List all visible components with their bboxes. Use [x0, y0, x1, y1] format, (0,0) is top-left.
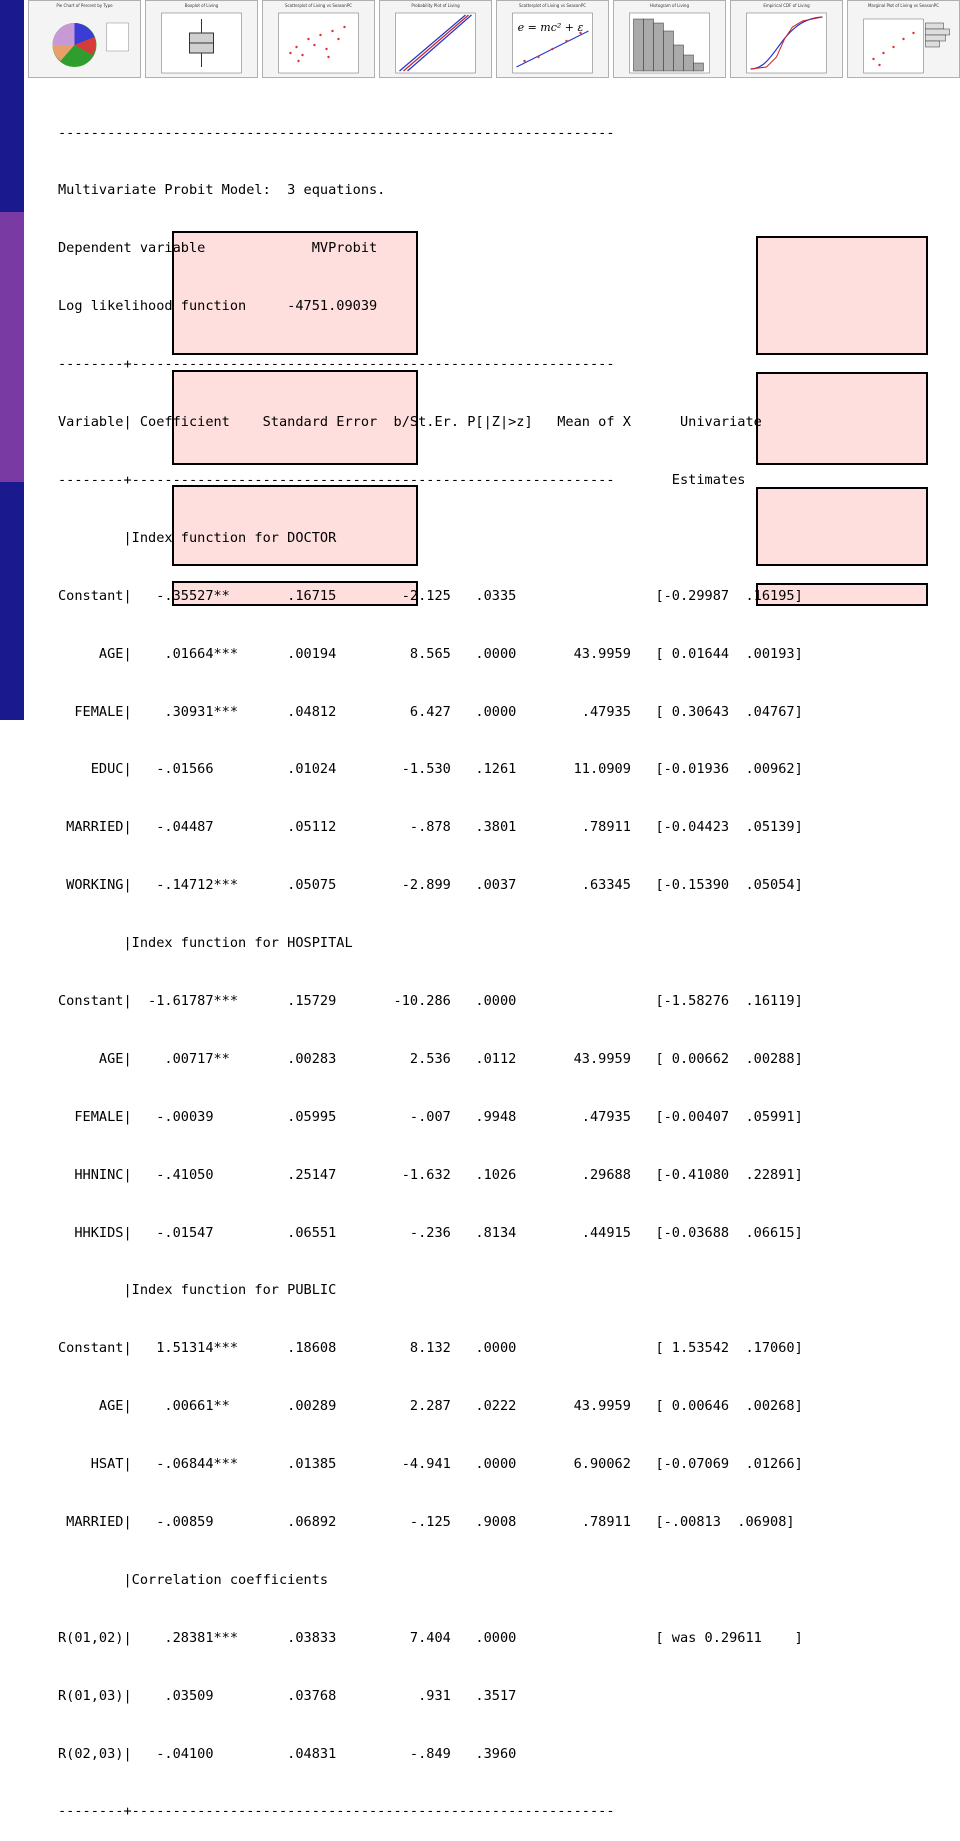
section-header-correlation: |Correlation coefficients	[58, 1571, 329, 1588]
thumbnail-probability-plot[interactable]	[379, 0, 492, 78]
thumbnail-empirical-cdf[interactable]	[730, 0, 843, 78]
pie-chart-icon	[29, 9, 140, 77]
table-row: R(02,03)| -.04100 .04831 -.849 .3960	[58, 1745, 517, 1762]
thumbnail-title: Probability Plot of Living	[411, 3, 460, 8]
table-row: MARRIED| -.04487 .05112 -.878 .3801 .78911 [-0.04423 .05139]	[58, 819, 803, 836]
thumbnail-formula[interactable]	[496, 0, 609, 78]
accent-bar-top	[0, 0, 24, 212]
thumbnail-title: Boxplot of Living	[184, 3, 219, 8]
dependent-variable: Dependent variable MVProbit	[58, 240, 378, 257]
boxplot-icon	[146, 9, 257, 77]
table-row: HSAT| -.06844*** .01385 -4.941 .0000 6.90062 [-0.07069 .01266]	[58, 1456, 803, 1473]
thumbnail-title: Scatterplot of Living vs SeasonPC	[518, 3, 587, 8]
table-row: FEMALE| -.00039 .05995 -.007 .9948 .47935 [-0.00407 .05991]	[58, 1108, 803, 1125]
table-row: AGE| .01664*** .00194 8.565 .0000 43.9959 [ 0.01644 .00193]	[58, 645, 803, 662]
thumbnail-strip	[28, 0, 960, 78]
separator-line: --------------------------------------------------------------------	[58, 124, 615, 141]
section-header-doctor: |Index function for DOCTOR	[58, 529, 337, 546]
thumbnail-marginal-plot[interactable]	[847, 0, 960, 78]
thumbnail-title: Marginal Plot of Living vs SeasonPC	[867, 3, 940, 8]
table-row: AGE| .00661** .00289 2.287 .0222 43.9959 [ 0.00646 .00268]	[58, 1398, 803, 1415]
thumbnail-title: Pie Chart of Percent by Type	[56, 3, 113, 8]
thumbnail-scatterplot[interactable]	[262, 0, 375, 78]
table-row: AGE| .00717** .00283 2.536 .0112 43.9959 [ 0.00662 .00288]	[58, 1050, 803, 1067]
thumbnail-title: Empirical CDF of Living	[763, 3, 810, 8]
formula-text: e = mc² + ε	[517, 21, 584, 34]
scatterplot-icon	[263, 9, 374, 77]
table-row: FEMALE| .30931*** .04812 6.427 .0000 .47935 [ 0.30643 .04767]	[58, 703, 803, 720]
table-row: Constant| 1.51314*** .18608 8.132 .0000 [ 1.53542 .17060]	[58, 1340, 803, 1357]
histogram-icon	[614, 9, 725, 77]
table-row: WORKING| -.14712*** .05075 -2.899 .0037 .63345 [-0.15390 .05054]	[58, 877, 803, 894]
separator-line: --------+-----------------------------------------------------------	[58, 356, 615, 373]
table-row: HHKIDS| -.01547 .06551 -.236 .8134 .44915 [-0.03688 .06615]	[58, 1224, 803, 1241]
log-likelihood: Log likelihood function -4751.09039	[58, 298, 378, 315]
table-row: R(01,03)| .03509 .03768 .931 .3517	[58, 1687, 517, 1704]
table-header: Variable| Coefficient Standard Error b/St.Er. P[|Z|>z] Mean of X Univariate	[58, 414, 762, 431]
table-row: Constant| -.35527** .16715 -2.125 .0335 [-0.29987 .16195]	[58, 587, 803, 604]
accent-bar-middle	[0, 212, 24, 482]
table-row: MARRIED| -.00859 .06892 -.125 .9008 .78911 [-.00813 .06908]	[58, 1513, 795, 1530]
formula-scatter-icon	[497, 9, 608, 77]
regression-output	[58, 85, 948, 1841]
table-row: EDUC| -.01566 .01024 -1.530 .1261 11.0909 [-0.01936 .00962]	[58, 761, 803, 778]
table-row: HHNINC| -.41050 .25147 -1.632 .1026 .29688 [-0.41080 .22891]	[58, 1166, 803, 1183]
table-row: R(01,02)| .28381*** .03833 7.404 .0000 [ was 0.29611 ]	[58, 1629, 803, 1646]
thumbnail-boxplot[interactable]	[145, 0, 258, 78]
left-accent-bar	[0, 0, 24, 720]
accent-bar-bottom	[0, 482, 24, 720]
table-header-separator: --------+----------------------------------------------------------- Estimates	[58, 471, 746, 488]
probability-plot-icon	[380, 9, 491, 77]
marginal-plot-icon	[848, 9, 959, 77]
thumbnail-title: Histogram of Living	[649, 3, 690, 8]
model-title: Multivariate Probit Model: 3 equations.	[58, 182, 386, 199]
separator-line: --------+-----------------------------------------------------------	[58, 1803, 615, 1820]
thumbnail-pie-chart[interactable]	[28, 0, 141, 78]
cdf-icon	[731, 9, 842, 77]
section-header-hospital: |Index function for HOSPITAL	[58, 935, 353, 952]
section-header-public: |Index function for PUBLIC	[58, 1282, 337, 1299]
thumbnail-title: Scatterplot of Living vs SeasonPC	[284, 3, 353, 8]
table-row: Constant| -1.61787*** .15729 -10.286 .0000 [-1.58276 .16119]	[58, 992, 803, 1009]
thumbnail-histogram[interactable]	[613, 0, 726, 78]
